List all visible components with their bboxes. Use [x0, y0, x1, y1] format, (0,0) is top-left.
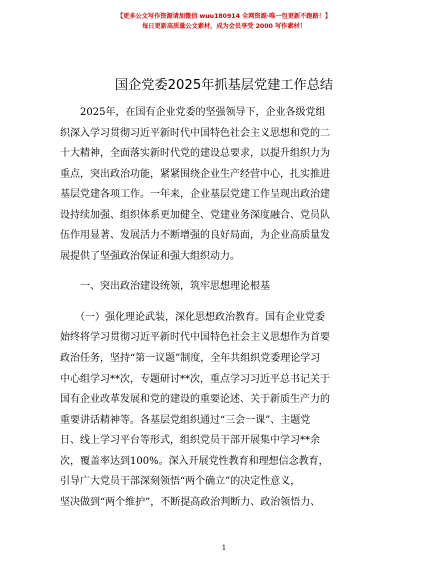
- paragraph-line: 展提供了坚强政治保证和强大组织动力。: [60, 250, 240, 262]
- promo-banner: [0, 12, 448, 32]
- paragraph-line: 织深入学习贯彻习近平新时代中国特色社会主义思想和党的二: [60, 127, 330, 139]
- paragraph-line: 引导广大党员干部深刻领悟“两个确立”的决定性意义，: [60, 476, 301, 488]
- paragraph-line: （一）强化理论武装，深化思想政治教育。国有企业党委: [60, 311, 325, 323]
- paragraph-line: 十大精神，全面落实新时代党的建设总要求，以提升组织力为: [60, 148, 330, 160]
- page-number: 1: [221, 544, 227, 552]
- document-title: 国企党委2025年抓基层党建工作总结: [114, 78, 334, 93]
- document-body: [60, 103, 387, 513]
- paragraph-line: 基层党建各项工作。一年来，企业基层党建工作呈现出政治建: [60, 189, 330, 201]
- paragraph-line: 中心组学习**次，专题研讨**次，重点学习习近平总书记关于: [60, 373, 330, 385]
- paragraph-line: 次，覆盖率达到100%。深入开展党性教育和理想信念教育，: [60, 455, 329, 467]
- paragraph-line: 坚决做到“两个维护”，不断提高政治判断力、政治领悟力、: [60, 496, 321, 508]
- paragraph-line: 伍作用显著、发展活力不断增强的良好局面，为企业高质量发: [60, 230, 330, 242]
- section-spacer: [60, 267, 387, 277]
- section-heading: 一、突出政治建设统领，筑牢思想理论根基: [60, 281, 270, 293]
- paragraph-line: 重点，突出政治功能，紧紧围绕企业生产经营中心，扎实推进: [60, 168, 330, 180]
- paragraph-line: 始终将学习贯彻习近平新时代中国特色社会主义思想作为首要: [60, 332, 330, 344]
- paragraph-line: 设持续加强、组织体系更加健全、党建业务深度融合、党员队: [60, 209, 330, 221]
- paragraph-line: 重要讲话精神等。各基层党组织通过“三会一课”、主题党: [60, 414, 311, 426]
- paragraph-line: 国有企业改革发展和党的建设的重要论述、关于新质生产力的: [60, 394, 330, 406]
- paragraph-line: 政治任务，坚持“第一议题”制度，全年共组织党委理论学习: [60, 353, 321, 365]
- promo-banner-line-2: 每日更新高质量公文素材，成为会员享受 2000 写作素材！: [142, 23, 306, 30]
- paragraph-line: 日、线上学习平台等形式，组织党员干部开展集中学习**余: [60, 435, 320, 447]
- section-spacer: [60, 298, 387, 308]
- promo-banner-line-1: 【更多公文写作资源请加微信 wuu180914 全网资源·唯一包更新不跑路！】: [116, 13, 332, 20]
- paragraph-line: 2025年，在国有企业党委的坚强领导下，企业各级党组: [60, 107, 326, 118]
